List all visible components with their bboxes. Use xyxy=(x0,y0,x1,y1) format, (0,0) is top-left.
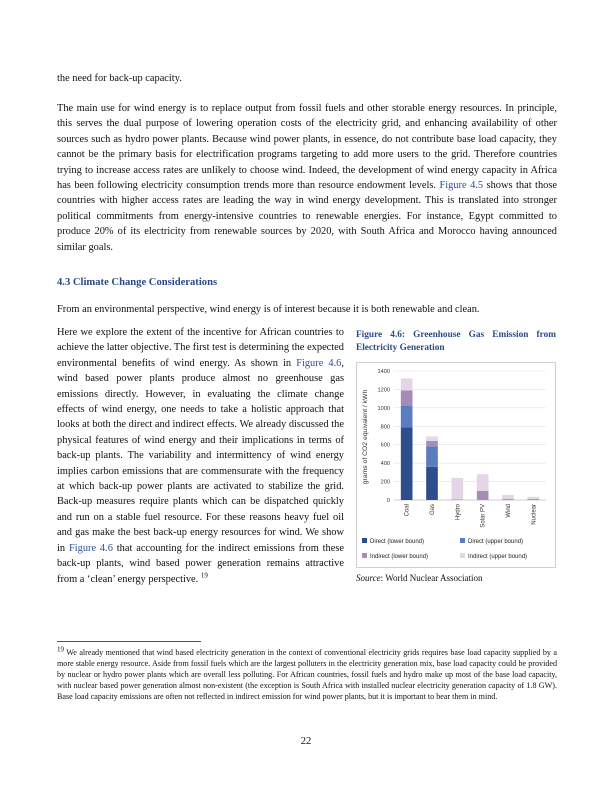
footnote-text: We already mentioned that wind based electricity generation in the context of conventional electricity grids requires base load capacity supplied by a more stable energy resource. Aside from fossil fuels which are the largest polluters in the electricity generation mix, base load capacity could be provided by nuclear or hydro power plants which are overall less polluting. For African countries, fossil fuels and hydro make up most of the base load capacity, with nuclear based power generation almost non-existent (the exception is South Africa with installed nuclear electricity generation capacity of 1.8 GW). Base load capacity emissions are often not reflected in indirect emission for wind power plants, but it is important to bear them in mind. xyxy=(57,648,557,701)
figure-source xyxy=(356,572,556,584)
paragraph-climate-text-b: , wind based power plants produce almost no greenhouse gas emissions directly. However, in evaluating the climate change effects of wind energy, one needs to take a holistic approach that looks at both the direct and indirect effects. We already discussed the physical features of wind energy and their implications in terms of back-up plants. The variability and intermittency of wind energy implies carbon emissions that are commensurate with the frequency at which back-up power plants are activated to stabilize the grid. Back-up measures require plants which can be dispatched quickly and run on a stable fuel resource. For these reasons heavy fuel oil and gas make the best back-up energy resources for wind. We show in xyxy=(57,357,344,554)
bar-coal-series-1 xyxy=(401,406,413,427)
paragraph-climate-text-c: that accounting for the indirect emissions from these back-up plants, wind based power generation remains attractive from a ‘clean’ energy perspective. xyxy=(57,542,344,585)
x-tick-label-2: Hydro xyxy=(455,504,462,521)
bar-solar-pv-series-2 xyxy=(477,491,489,500)
source-label: Source xyxy=(356,573,381,583)
figure-4-6-link-1[interactable]: Figure 4.6 xyxy=(296,357,342,369)
bar-wind-series-2 xyxy=(502,499,514,500)
bar-coal-series-0 xyxy=(401,427,413,500)
bar-nuclear-series-2 xyxy=(528,499,540,500)
y-tick-label-0: 0 xyxy=(386,498,390,504)
figure-4-5-link[interactable]: Figure 4.5 xyxy=(439,180,484,192)
y-axis-label: grams of CO2 equivalent / kWh xyxy=(362,389,369,485)
legend-swatch-2 xyxy=(362,553,367,558)
paragraph-environment: From an environmental perspective, wind energy is of interest because it is both renewable and clean. xyxy=(57,304,480,315)
bar-coal-series-2 xyxy=(401,390,413,406)
y-tick-label-4: 800 xyxy=(380,424,390,431)
footnote-ref[interactable]: 19 xyxy=(200,571,208,580)
legend-label-2: Indirect (lower bound) xyxy=(370,554,429,560)
bar-gas-series-0 xyxy=(426,467,438,500)
y-tick-label-7: 1400 xyxy=(377,369,390,375)
figure-caption: Figure 4.6: Greenhouse Gas Emission from Electricity Generation xyxy=(356,330,556,353)
paragraph-wind-use-text: The main use for wind energy is to replace output from fossil fuels and other storable energy resources. In principle, this serves the dual purpose of lowering operation costs of the electricity grid, and enhancing availability of other sources such as hydro power plants. Because wind power plants, in essence, do not contribute base load capacity, they cannot be the primary basis for electrification programs targeting to add more users to the grid. Therefore countries trying to increase access rates are unlikely to choose wind. Indeed, the development of wind energy capacity in Africa has been following electricity consumption trends more than resource endowment levels. xyxy=(57,103,557,192)
paragraph-climate-text-a: Here we explore the extent of the incentive for African countries to achieve the latter objective. The first test is determining the expected environmental benefits of wind energy. As shown in xyxy=(57,327,344,369)
y-tick-label-2: 400 xyxy=(380,461,390,468)
paragraph-wind-use xyxy=(57,101,557,255)
footnote-number: 19 xyxy=(57,645,64,654)
bar-gas-series-1 xyxy=(426,447,438,467)
footnote xyxy=(57,645,557,703)
paragraph-wind-use-tail: shows that those countries with higher access rates are leading the way in wind energy development. This is translated into stronger political commitments from energy-intensive countries to renewable energies. For instance, Egypt committed to produce 20% of its electricity from renewable sources by 2020, with South Africa and Morocco having announced similar goals. xyxy=(57,180,557,253)
section-heading: 4.3 Climate Change Considerations xyxy=(57,277,218,288)
x-tick-label-0: Coal xyxy=(404,504,411,517)
bar-solar-pv-series-3 xyxy=(477,474,489,491)
intro-line: the need for back-up capacity. xyxy=(57,73,182,84)
figure-4-6-link-2[interactable]: Figure 4.6 xyxy=(68,542,113,554)
bar-nuclear-series-3 xyxy=(528,497,540,499)
legend-swatch-0 xyxy=(362,538,367,543)
x-tick-label-5: Nuclear xyxy=(531,504,538,525)
legend-label-0: Direct (lower bound) xyxy=(370,539,425,545)
source-text: : World Nuclear Association xyxy=(380,573,483,583)
x-tick-label-4: Wind xyxy=(506,504,512,518)
emissions-chart xyxy=(356,362,556,568)
paragraph-climate xyxy=(57,325,344,587)
legend-label-3: Indirect (upper bound) xyxy=(468,554,528,560)
y-tick-label-3: 600 xyxy=(380,442,390,449)
x-tick-label-1: Gas xyxy=(430,504,436,516)
footnote-divider xyxy=(57,641,201,642)
bar-coal-series-3 xyxy=(401,378,413,390)
legend-label-1: Direct (upper bound) xyxy=(468,539,524,545)
legend-swatch-1 xyxy=(460,538,465,543)
x-tick-label-3: Solar PV xyxy=(480,504,487,528)
bar-gas-series-3 xyxy=(426,436,438,441)
page-number: 22 xyxy=(300,736,312,747)
y-tick-label-6: 1200 xyxy=(377,387,390,394)
bar-wind-series-3 xyxy=(502,495,514,499)
legend-swatch-3 xyxy=(460,553,465,558)
y-tick-label-1: 200 xyxy=(380,479,390,486)
y-tick-label-5: 1000 xyxy=(377,405,390,412)
bar-gas-series-2 xyxy=(426,441,438,447)
bar-hydro-series-3 xyxy=(452,478,464,500)
